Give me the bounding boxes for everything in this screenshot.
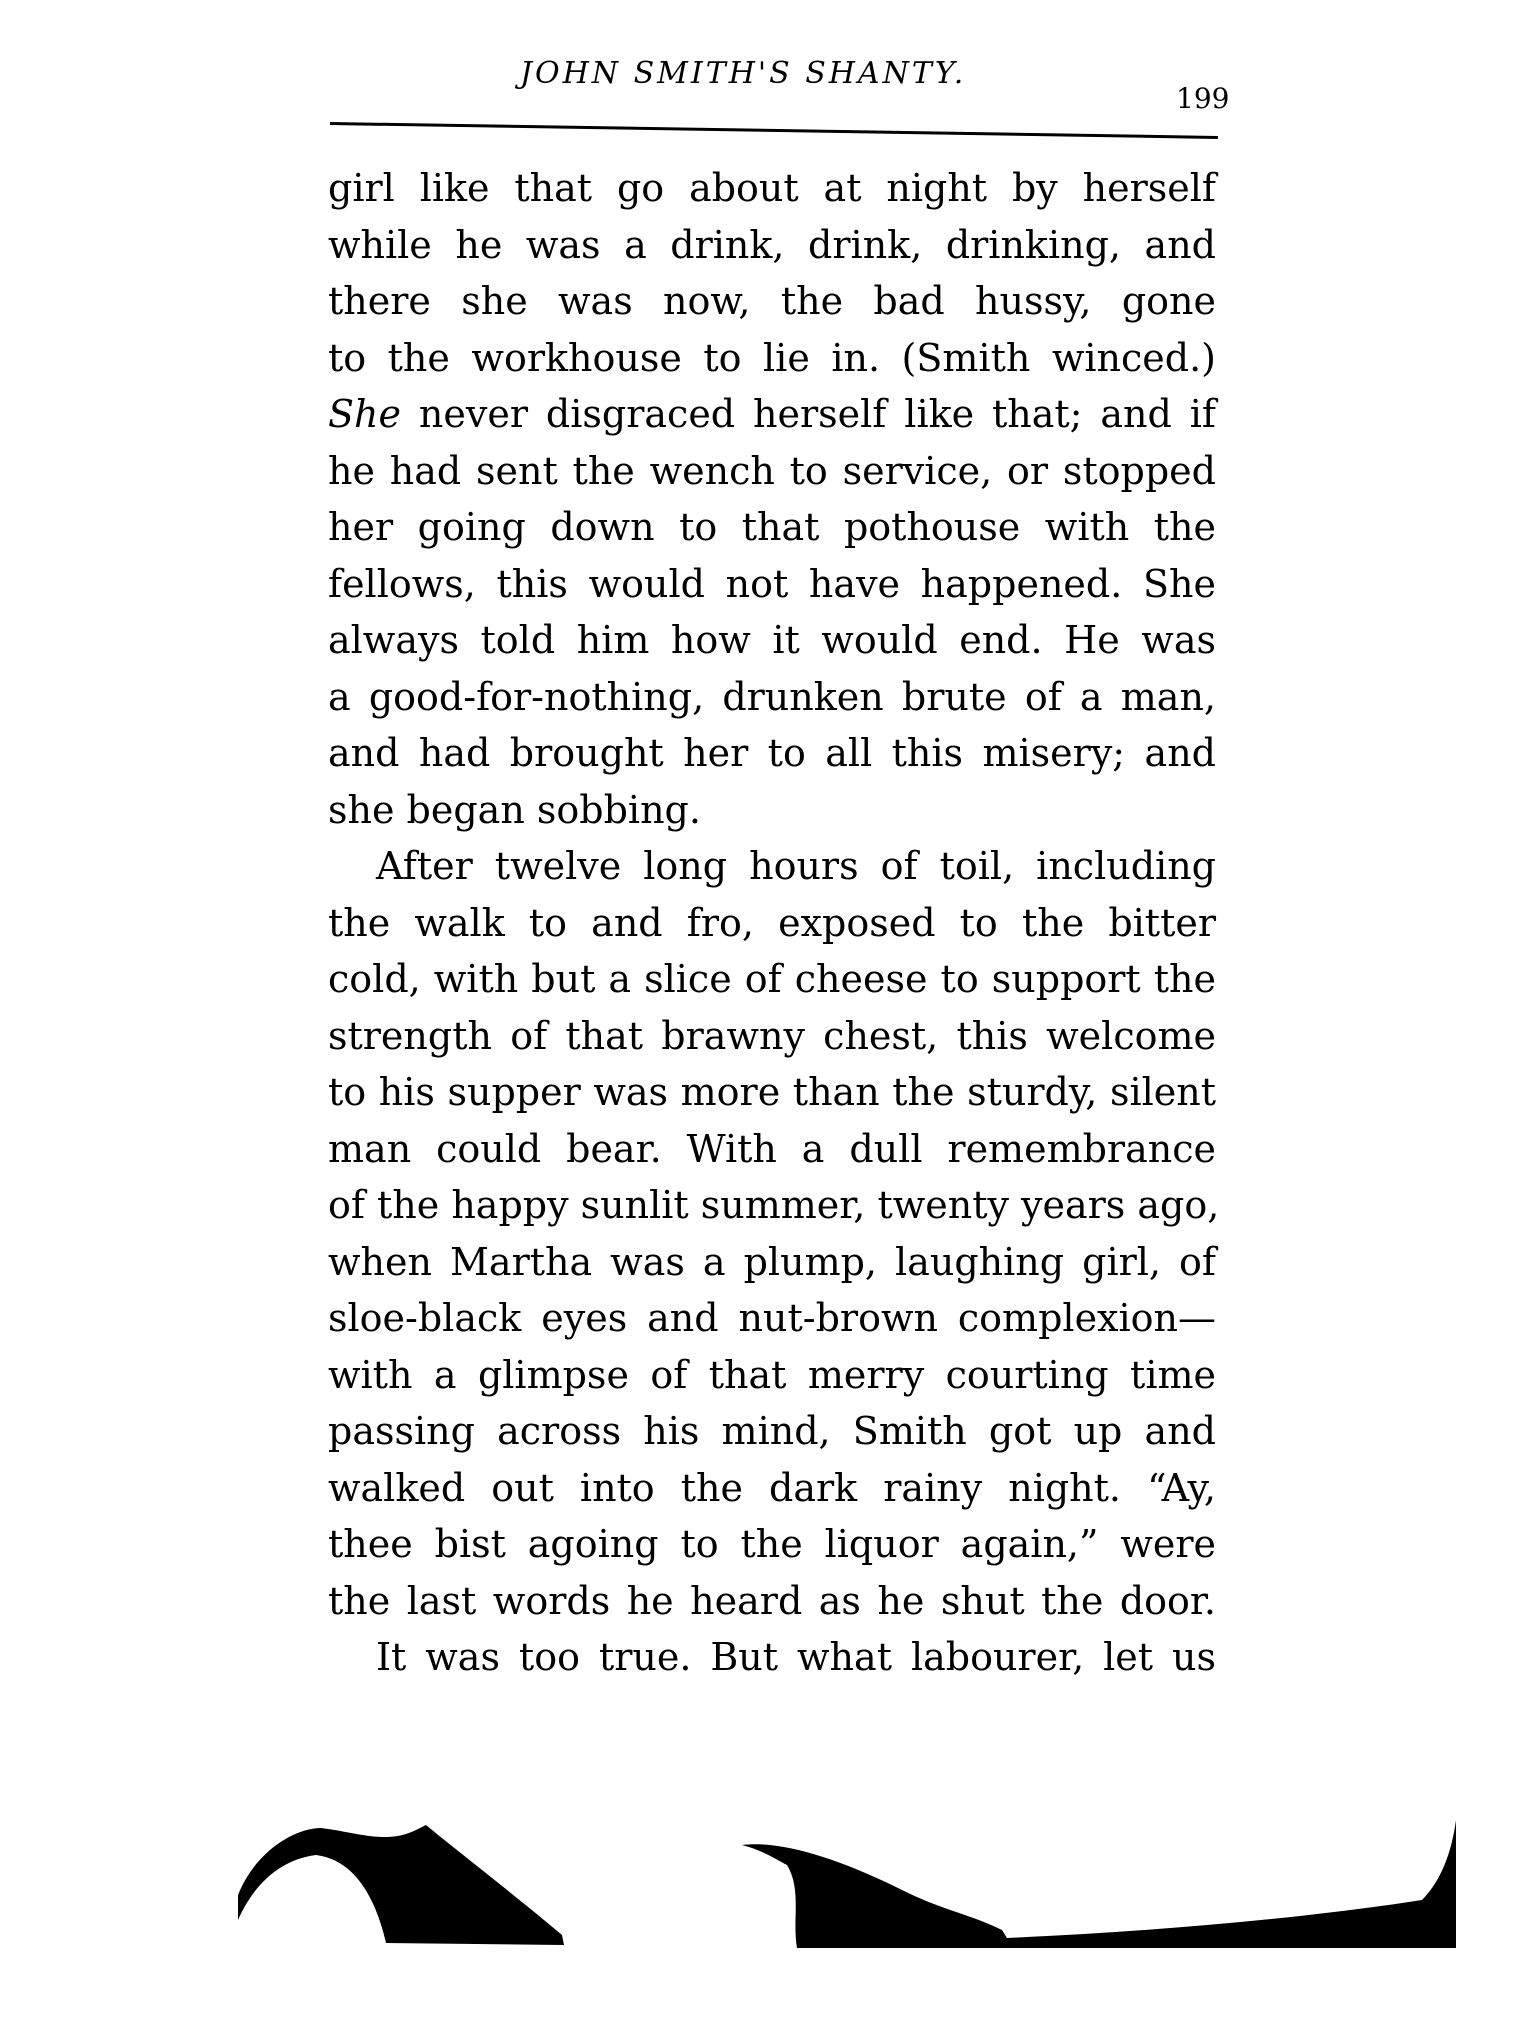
italic-word: She [328, 392, 401, 436]
text-line: After twelve long hours of toil, including [376, 844, 1216, 888]
text-line: to the workhouse to lie in. (Smith winced.) [328, 335, 1216, 380]
text-line: her going down to that pothouse with the [328, 505, 1216, 549]
text-line: girl like that go about at night by herself [328, 166, 1216, 210]
text-line: she began sobbing. [328, 787, 701, 832]
text-line: man could bear. With a dull remembrance [328, 1126, 1216, 1171]
text-line: a good-for-nothing, drunken brute of a man, [328, 674, 1216, 719]
text-line: passing across his mind, Smith got up and [328, 1409, 1216, 1453]
text-line: the walk to and fro, exposed to the bitter [328, 900, 1216, 945]
text-line: with a glimpse of that merry courting time [328, 1352, 1216, 1397]
text-line: when Martha was a plump, laughing girl, of [328, 1239, 1216, 1284]
text-line: always told him how it would end. He was [328, 618, 1216, 662]
text-line: and had brought her to all this misery; and [328, 731, 1216, 775]
text-line: there she was now, the bad hussy, gone [328, 279, 1216, 323]
text-line [328, 386, 1216, 443]
text-line-rest: never disgraced herself like that; and if [401, 392, 1216, 436]
text-line: cold, with but a slice of cheese to support the [328, 957, 1216, 1001]
text-line: It was too true. But what labourer, let us [376, 1635, 1216, 1679]
text-line: thee bist agoing to the liquor again,” were [328, 1522, 1216, 1566]
scan-artifact-right [742, 1820, 1462, 1960]
text-line: of the happy sunlit summer, twenty years ago, [328, 1183, 1220, 1227]
text-line: the last words he heard as he shut the door. [328, 1578, 1216, 1623]
text-line: walked out into the dark rainy night. “Ay, [328, 1465, 1216, 1510]
text-line: fellows, this would not have happened. She [328, 561, 1216, 606]
scan-artifact-left [236, 1820, 576, 1950]
page-body [328, 160, 1220, 1686]
text-line: he had sent the wench to service, or stopped [328, 448, 1216, 493]
running-head: JOHN SMITH'S SHANTY. [520, 56, 967, 91]
text-line: to his supper was more than the sturdy, silent [328, 1070, 1216, 1114]
text-line: while he was a drink, drink, drinking, and [328, 222, 1216, 267]
text-line: sloe-black eyes and nut-brown complexion— [328, 1296, 1216, 1340]
text-line: strength of that brawny chest, this welcome [328, 1013, 1216, 1058]
page-number: 199 [1176, 82, 1230, 115]
header-rule [330, 122, 1218, 139]
